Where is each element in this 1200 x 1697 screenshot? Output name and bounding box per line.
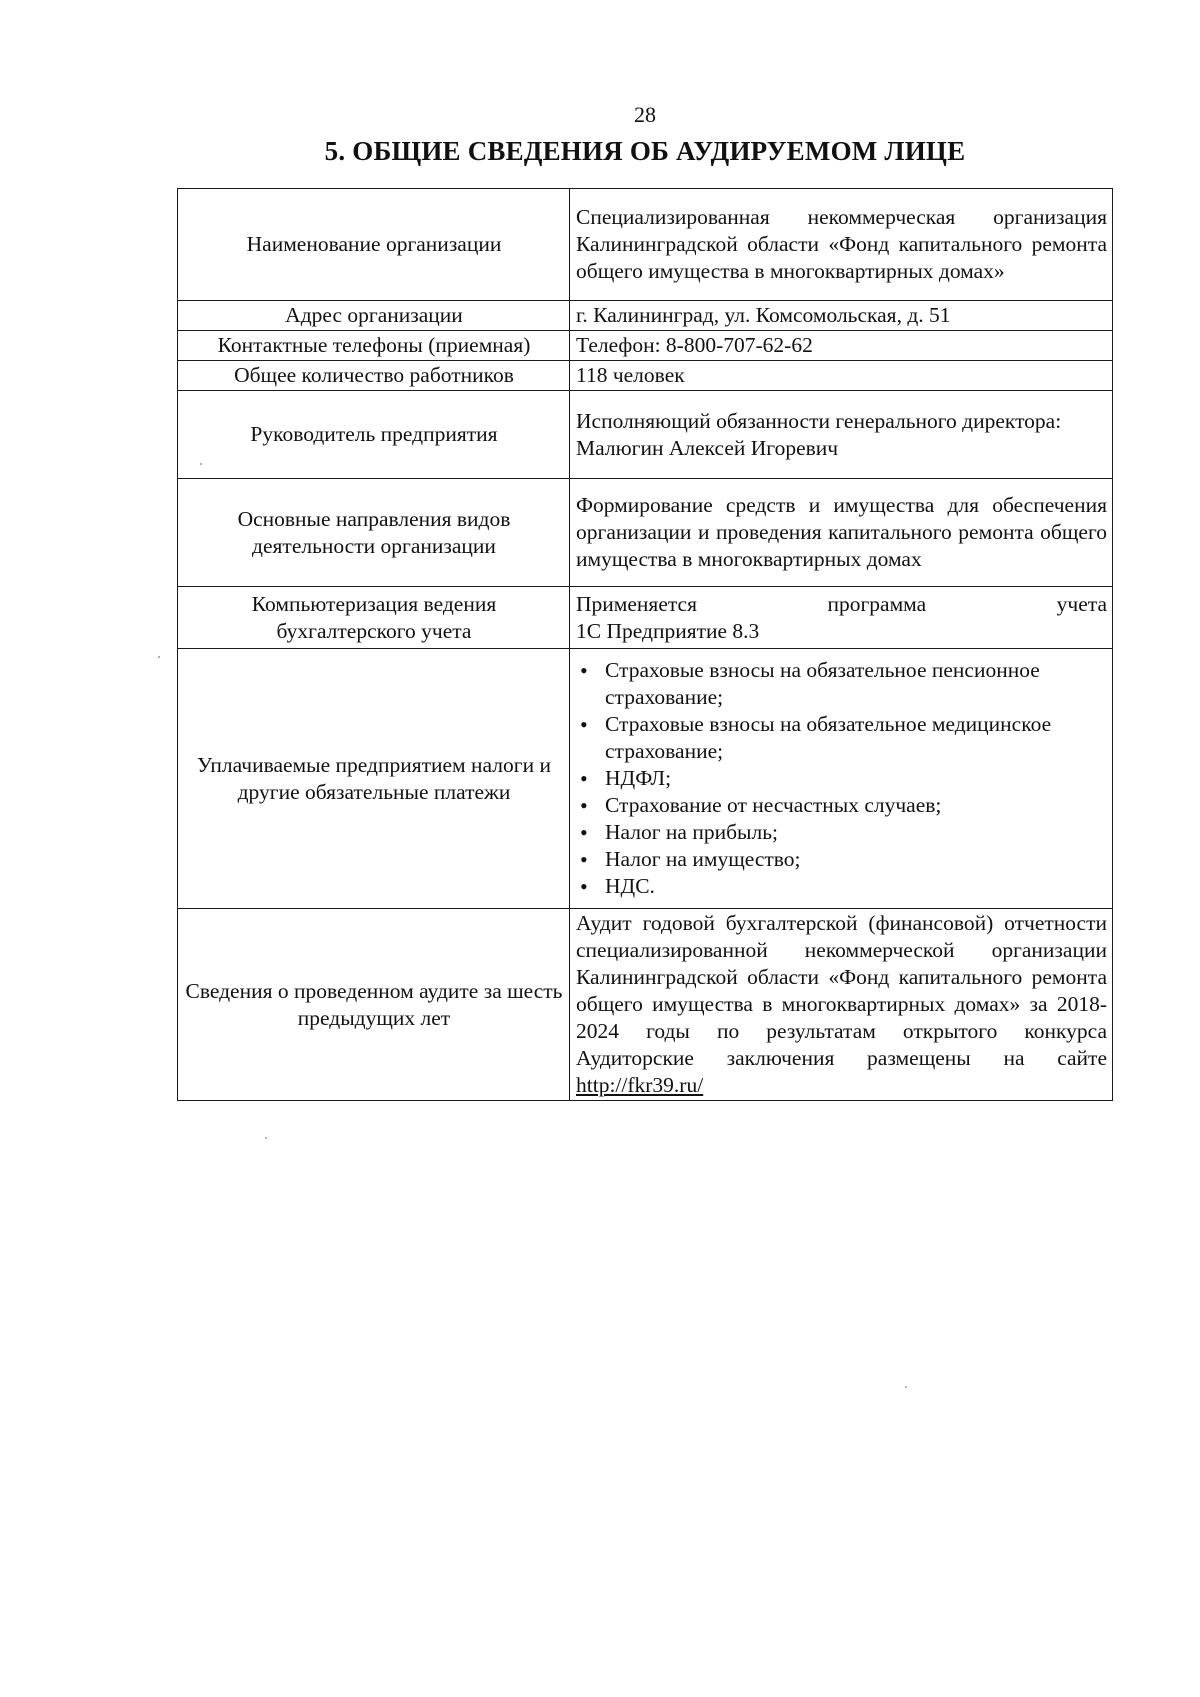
- scan-speck: [158, 656, 160, 658]
- table-row: [178, 587, 1113, 649]
- row-label-audit: Сведения о проведенном аудите за шесть предыдущих лет: [178, 909, 570, 1101]
- row-label-org-name: Наименование организации: [178, 189, 570, 301]
- tax-list: [576, 657, 1107, 900]
- row-label-phones: Контактные телефоны (приемная): [178, 331, 570, 361]
- audit-site-link[interactable]: http://fkr39.ru/: [576, 1073, 704, 1097]
- table-row: [178, 361, 1113, 391]
- row-value-taxes: [570, 649, 1113, 909]
- table-row: [178, 649, 1113, 909]
- accounting-program-name: 1С Предприятие 8.3: [576, 618, 760, 643]
- row-label-taxes: Уплачиваемые предприятием налоги и другие обязательные платежи: [178, 649, 570, 909]
- table-row: [178, 301, 1113, 331]
- list-item: • Налог на имущество;: [576, 846, 1107, 873]
- list-item: • НДС.: [576, 873, 1107, 900]
- table-row: [178, 479, 1113, 587]
- table-row: [178, 391, 1113, 479]
- list-item: • Страхование от несчастных случаев;: [576, 792, 1107, 819]
- page-title: 5. ОБЩИЕ СВЕДЕНИЯ ОБ АУДИРУЕМОМ ЛИЦЕ: [324, 136, 966, 166]
- scan-speck: [265, 1137, 267, 1139]
- accounting-program-line: Применяется программа учета: [576, 591, 1107, 616]
- table-row: [178, 189, 1113, 301]
- row-value-org-name: Специализированная некоммерческая организация Калининградской области «Фонд капитального ремонта общего имущества в многоквартирных домах»: [570, 189, 1113, 301]
- list-item: • Налог на прибыль;: [576, 819, 1107, 846]
- row-value-phones: Телефон: 8-800-707-62-62: [570, 331, 1113, 361]
- audit-description: Аудит годовой бухгалтерской (финансовой) отчетности специализированной некоммерческой организации Калининградской области «Фонд капитального ремонта общего имущества в многоквартирных домах» за 2018-2024 годы по результатам открытого конкурса Аудиторские заключения размещены на сайте: [576, 911, 1107, 1070]
- row-value-audit: [570, 909, 1113, 1101]
- row-label-director: Руководитель предприятия: [178, 391, 570, 479]
- row-value-accounting: [570, 587, 1113, 649]
- scan-speck: [905, 1386, 907, 1388]
- list-item: • Страховые взносы на обязательное пенсионное страхование;: [576, 657, 1107, 711]
- row-value-director: [570, 391, 1113, 479]
- row-value-employees: 118 человек: [570, 361, 1113, 391]
- row-value-activities: Формирование средств и имущества для обеспечения организации и проведения капитального ремонта общего имущества в многоквартирных домах: [570, 479, 1113, 587]
- row-label-address: Адрес организации: [178, 301, 570, 331]
- director-position: Исполняющий обязанности генерального директора:: [576, 408, 1062, 433]
- row-label-accounting: Компьютеризация ведения бухгалтерского учета: [178, 587, 570, 649]
- row-label-employees: Общее количество работников: [178, 361, 570, 391]
- audited-entity-table: [177, 188, 1113, 1101]
- scan-speck: [200, 463, 202, 465]
- director-name: Малюгин Алексей Игоревич: [576, 435, 839, 460]
- row-value-address: г. Калининград, ул. Комсомольская, д. 51: [570, 301, 1113, 331]
- table-row: [178, 331, 1113, 361]
- table-row: [178, 909, 1113, 1101]
- list-item: • Страховые взносы на обязательное медицинское страхование;: [576, 711, 1107, 765]
- list-item: • НДФЛ;: [576, 765, 1107, 792]
- page-number: 28: [634, 102, 656, 127]
- row-label-activities: Основные направления видов деятельности организации: [178, 479, 570, 587]
